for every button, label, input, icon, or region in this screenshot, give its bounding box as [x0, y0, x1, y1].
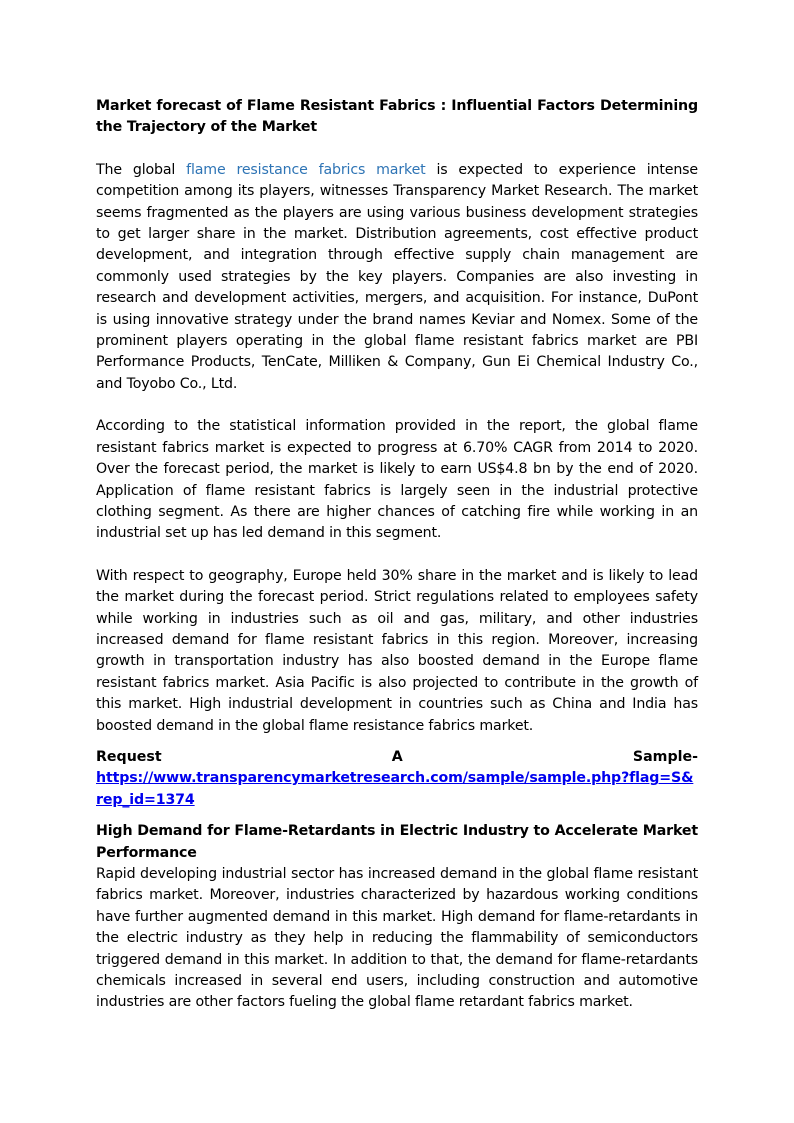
request-word: Request — [96, 748, 162, 765]
a-word: A — [391, 748, 403, 765]
document-title: Market forecast of Flame Resistant Fabrics : Influential Factors Determining the Trajectory of the Market — [96, 98, 698, 136]
flame-resistance-fabrics-market-link[interactable]: flame resistance fabrics market — [186, 161, 426, 178]
paragraph-geography: With respect to geography, Europe held 30% share in the market and is likely to lead the market during the forecast period. Strict regulations related to employees safety while working in industries such as oil and gas, military, and other industries increased demand for flame resistant fabrics in this region. Moreover, increasing growth in transportation industry has also boosted demand in the Europe flame resistant fabrics market. Asia Pacific is also projected to contribute in the growth of this market. High industrial development in countries such as China and India has boosted demand in the global flame resistance fabrics market. — [96, 567, 698, 734]
sample-request-link[interactable]: https://www.transparencymarketresearch.com/sample/sample.php?flag=S&rep_id=1374 — [96, 770, 694, 808]
paragraph-statistics: According to the statistical information provided in the report, the global flame resistant fabrics market is expected to progress at 6.70% CAGR from 2014 to 2020. Over the forecast period, the market is likely to earn US$4.8 bn by the end of 2020. Application of flame resistant fabrics is largely seen in the industrial protective clothing segment. As there are higher chances of catching fire while working in an industrial set up has led demand in this segment. — [96, 418, 698, 542]
intro-rest-text: is expected to experience intense competition among its players, witnesses Transparency Market Research. The market seems fragmented as the players are using various business development strategies to get larger share in the market. Distribution agreements, cost effective product development, and integration through effective supply chain management are commonly used strategies by the key players. Companies are also investing in research and development activities, mergers, and acquisition. For instance, DuPont is using innovative strategy under the brand names Keviar and Nomex. Some of the prominent players operating in the global flame resistant fabrics market are PBI Performance Products, TenCate, Milliken & Company, Gun Ei Chemical Industry Co., and Toyobo Co., Ltd. — [96, 161, 698, 392]
spacer — [96, 139, 698, 160]
document-page — [96, 96, 698, 1014]
section-subheading: High Demand for Flame-Retardants in Electric Industry to Accelerate Market Performance — [96, 823, 698, 861]
spacer — [96, 737, 698, 747]
sample-word: Sample- — [632, 748, 698, 765]
paragraph-intro — [96, 160, 698, 395]
paragraph-demand: Rapid developing industrial sector has increased demand in the global flame resistant fabrics market. Moreover, industries characterized by hazardous working conditions have further augmented demand in this market. High demand for flame-retardants in the electric industry as they help in reducing the flammability of semiconductors triggered demand in this market. In addition to that, the demand for flame-retardants chemicals increased in several end users, including construction and automotive industries are other factors fueling the global flame retardant fabrics market. — [96, 866, 698, 1011]
spacer — [96, 545, 698, 566]
spacer — [96, 811, 698, 821]
spacer — [96, 395, 698, 416]
request-sample-line — [96, 747, 698, 768]
intro-lead-text: The global — [96, 161, 187, 178]
